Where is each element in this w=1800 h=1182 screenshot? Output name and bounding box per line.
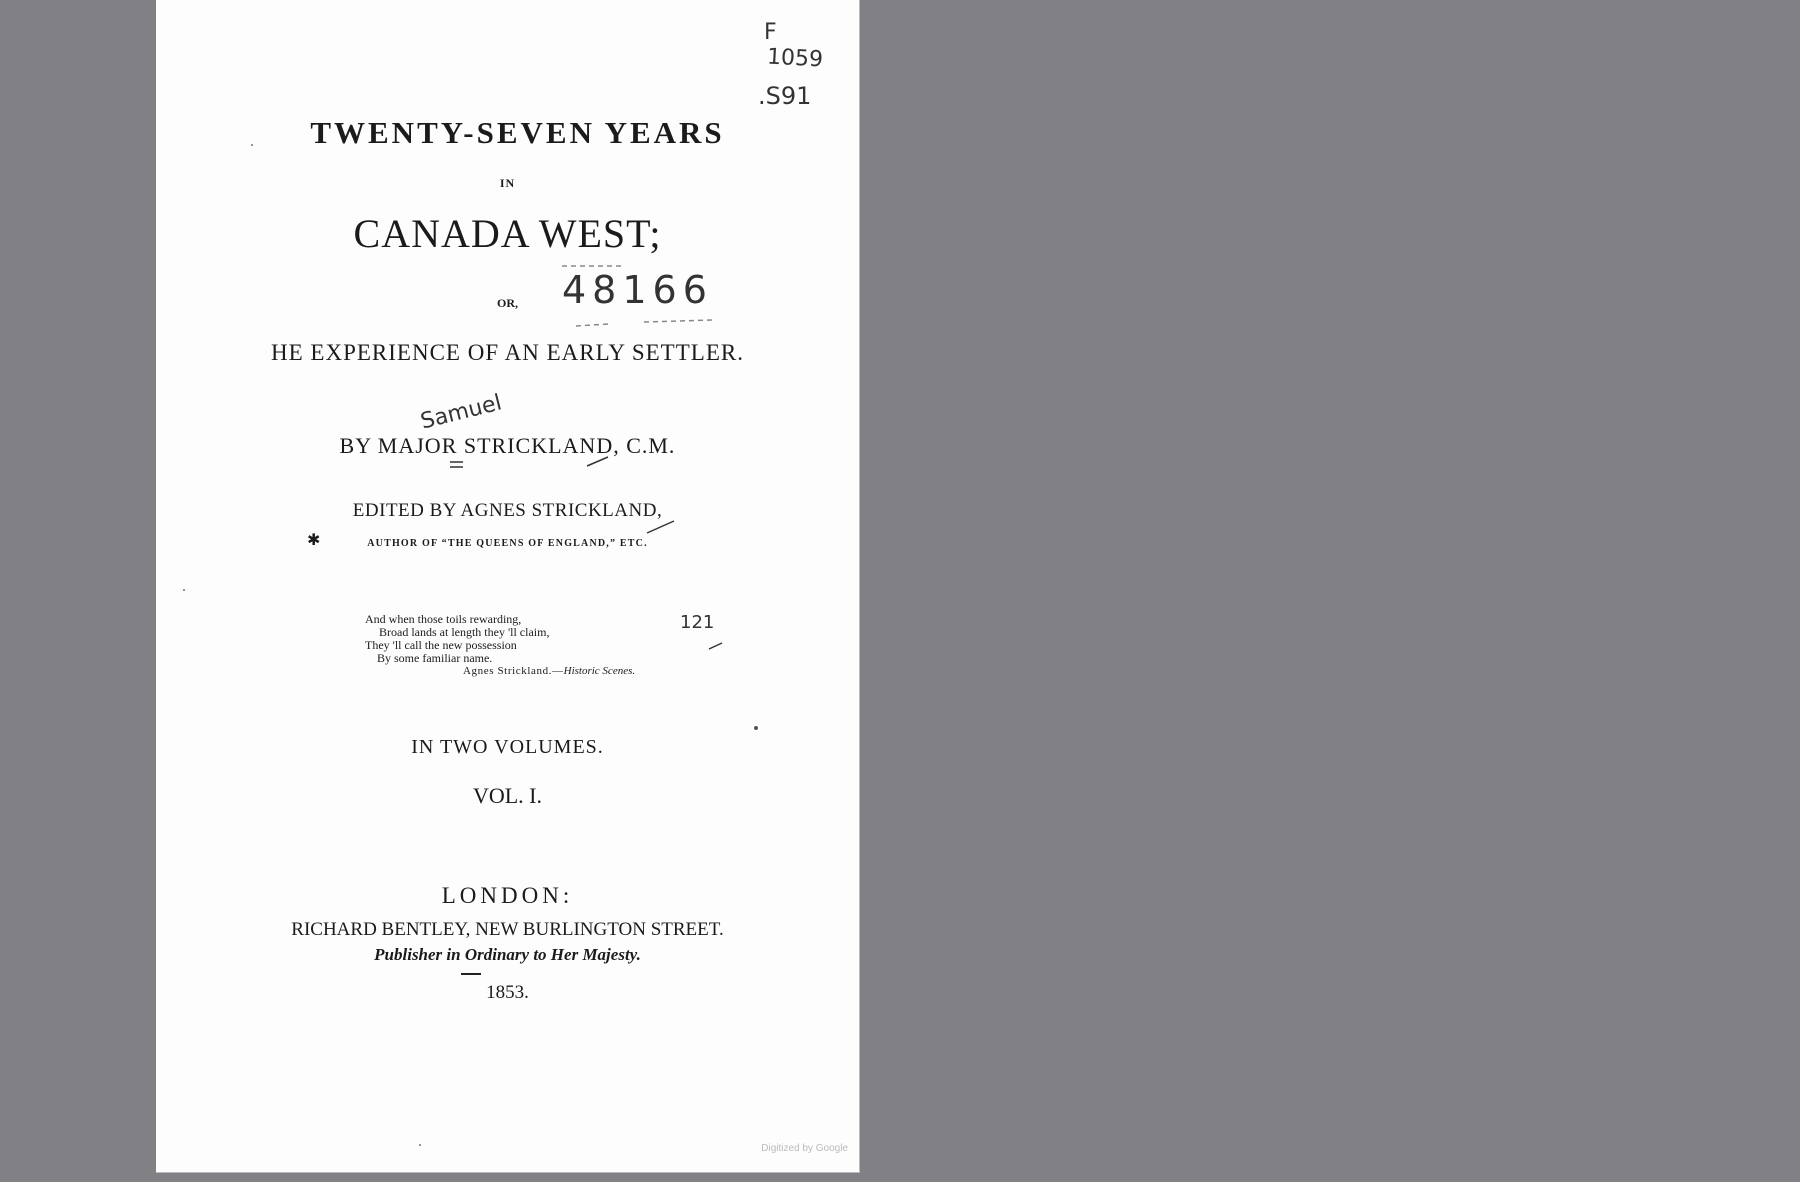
- handwritten-first-name: Samuel: [418, 390, 505, 435]
- volume-count: IN TWO VOLUMES.: [411, 736, 604, 758]
- epigraph-line: Broad lands at length they 'll claim,: [379, 625, 550, 639]
- editor-credit: AUTHOR OF “THE QUEENS OF ENGLAND,” ETC.: [367, 538, 648, 549]
- author-line: BY MAJOR STRICKLAND, C.M.: [339, 433, 676, 458]
- handwritten-call-letter: F: [764, 20, 777, 45]
- digitization-watermark: Digitized by Google: [761, 1143, 848, 1154]
- imprint-title: Publisher in Ordinary to Her Majesty.: [374, 945, 641, 964]
- handwritten-margin-note: 121: [680, 612, 715, 633]
- epigraph-line: By some familiar name.: [377, 651, 493, 665]
- attribution-work: Historic Scenes.: [563, 665, 636, 677]
- attribution-author: Agnes Strickland.—: [463, 665, 564, 677]
- volume-number: VOL. I.: [472, 783, 543, 808]
- epigraph-line: And when those toils rewarding,: [365, 612, 522, 626]
- title-line-in: IN: [499, 176, 516, 190]
- title-line-1: TWENTY-SEVEN YEARS: [310, 115, 725, 150]
- imprint-city: LONDON:: [441, 883, 574, 908]
- ink-asterisk-icon: ✱: [307, 532, 321, 549]
- subtitle: HE EXPERIENCE OF AN EARLY SETTLER.: [271, 340, 744, 365]
- handwritten-accession-number: 48166: [562, 268, 713, 312]
- handwritten-call-suffix: .S91: [758, 82, 812, 110]
- epigraph-line: They 'll call the new possession: [365, 638, 517, 652]
- title-line-main: CANADA WEST;: [353, 211, 662, 256]
- imprint-year: 1853.: [486, 982, 529, 1003]
- title-line-or: OR,: [497, 296, 518, 310]
- pencil-marks: [156, 0, 859, 1172]
- handwritten-call-number: 1059: [766, 44, 824, 73]
- imprint-publisher: RICHARD BENTLEY, NEW BURLINGTON STREET.: [291, 919, 724, 940]
- book-title-page: [156, 0, 860, 1173]
- editor-line: EDITED BY AGNES STRICKLAND,: [352, 500, 663, 521]
